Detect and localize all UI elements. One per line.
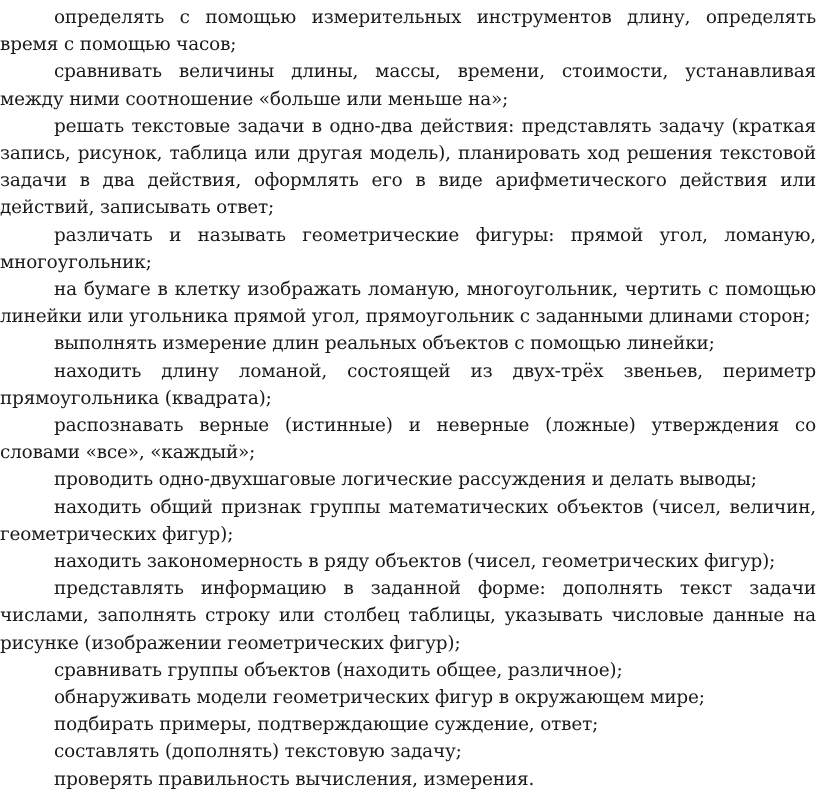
paragraph-common-feature: находить общий признак группы математических объектов (чисел, величин, геометрических фигур);: [0, 496, 816, 545]
paragraph-present-information: представлять информацию в заданной форме: дополнять текст задачи числами, заполнять строку или столбец таблицы, указывать числовые данные на рисунке (изображении геометрических фигур);: [0, 578, 816, 654]
paragraph-detect-models: обнаруживать модели геометрических фигур в окружающем мире;: [54, 687, 705, 709]
paragraph-select-examples: подбирать примеры, подтверждающие суждение, ответ;: [54, 714, 599, 736]
paragraph-solve-word-problems: решать текстовые задачи в одно-два действия: представлять задачу (краткая запись, рисунок, таблица или другая модель), планировать ход решения текстовой задачи в два действия, оформлять его в виде арифметического действия или действий, записывать ответ;: [0, 115, 816, 219]
paragraph-compose-problem: составлять (дополнять) текстовую задачу;: [54, 741, 462, 763]
paragraph-find-pattern: находить закономерность в ряду объектов (чисел, геометрических фигур);: [54, 551, 776, 573]
paragraph-polyline-perimeter: находить длину ломаной, состоящей из двух-трёх звеньев, периметр прямоугольника (квадрата);: [0, 360, 816, 409]
paragraph-measure-length-time: определять с помощью измерительных инструментов длину, определять время с помощью часов;: [0, 7, 816, 56]
paragraph-check-correctness: проверять правильность вычисления, измерения.: [54, 768, 535, 790]
paragraph-measure-with-ruler: выполнять измерение длин реальных объектов с помощью линейки;: [54, 333, 715, 355]
paragraph-logical-reasoning: проводить одно-двухшаговые логические рассуждения и делать выводы;: [54, 469, 757, 491]
paragraph-true-false-statements: распознавать верные (истинные) и неверные (ложные) утверждения со словами «все», «каждый»;: [0, 415, 816, 464]
paragraph-draw-on-grid-paper: на бумаге в клетку изображать ломаную, многоугольник, чертить с помощью линейки или угольника прямой угол, прямоугольник с заданными длинами сторон;: [0, 279, 816, 328]
paragraph-compare-quantities: сравнивать величины длины, массы, времени, стоимости, устанавливая между ними соотношение «больше или меньше на»;: [0, 61, 816, 110]
paragraph-name-geometric-figures: различать и называть геометрические фигуры: прямой угол, ломаную, многоугольник;: [0, 224, 816, 273]
paragraph-compare-groups: сравнивать группы объектов (находить общее, различное);: [54, 659, 623, 681]
